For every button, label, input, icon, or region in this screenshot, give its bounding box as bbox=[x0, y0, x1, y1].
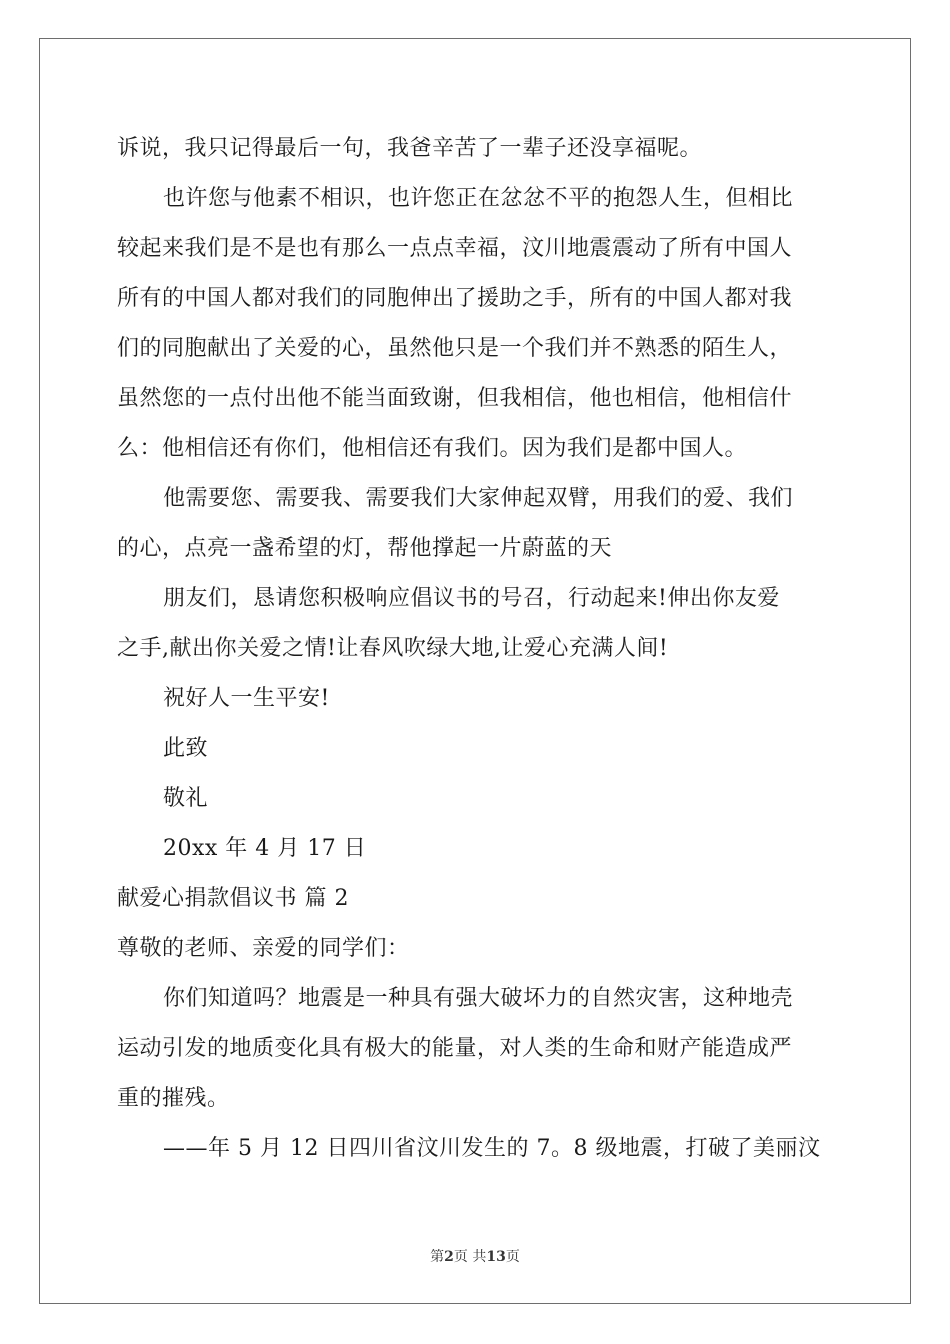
footer-total-pages: 13 bbox=[486, 1249, 506, 1265]
text-line-18: 你们知道吗？地震是一种具有强大破坏力的自然灾害，这种地壳 bbox=[163, 986, 794, 1011]
text-line-20: 重的摧残。 bbox=[117, 1086, 230, 1111]
text-line-19: 运动引发的地质变化具有极大的能量，对人类的生命和财产能造成严 bbox=[117, 1036, 793, 1061]
footer-suffix: 页 bbox=[505, 1249, 520, 1265]
text-line-2: 也许您与他素不相识，也许您正在忿忿不平的抱怨人生，但相比 bbox=[163, 186, 794, 211]
text-line-11: 之手,献出你关爱之情!让春风吹绿大地,让爱心充满人间! bbox=[117, 636, 669, 661]
page-footer bbox=[0, 1248, 950, 1266]
footer-mid: 页 共 bbox=[453, 1249, 487, 1265]
section-heading: 献爱心捐款倡议书 篇 2 bbox=[117, 886, 349, 911]
text-line-6: 虽然您的一点付出他不能当面致谢，但我相信，他也相信，他相信什 bbox=[117, 386, 793, 411]
page-border bbox=[39, 38, 911, 1304]
footer-prefix: 第 bbox=[430, 1249, 445, 1265]
text-line-5: 们的同胞献出了关爱的心，虽然他只是一个我们并不熟悉的陌生人， bbox=[117, 336, 793, 361]
text-line-1: 诉说，我只记得最后一句，我爸辛苦了一辈子还没享福呢。 bbox=[117, 136, 703, 161]
text-line-3: 较起来我们是不是也有那么一点点幸福，汶川地震震动了所有中国人 bbox=[117, 236, 793, 261]
salutation-line: 尊敬的老师、亲爱的同学们： bbox=[117, 936, 410, 961]
text-line-10: 朋友们，恳请您积极响应倡议书的号召，行动起来!伸出你友爱 bbox=[163, 586, 780, 611]
text-line-21: ——年 5 月 12 日四川省汶川发生的 7。8 级地震，打破了美丽汶 bbox=[163, 1136, 821, 1161]
footer-page-number: 2 bbox=[444, 1249, 454, 1265]
text-line-14: 敬礼 bbox=[163, 786, 209, 811]
text-line-8: 他需要您、需要我、需要我们大家伸起双臂，用我们的爱、我们 bbox=[163, 486, 794, 511]
date-line: 20xx 年 4 月 17 日 bbox=[163, 836, 367, 861]
text-line-9: 的心，点亮一盏希望的灯，帮他撑起一片蔚蓝的天 bbox=[117, 536, 613, 561]
text-line-13: 此致 bbox=[163, 736, 209, 761]
text-line-12: 祝好人一生平安! bbox=[163, 686, 330, 711]
text-line-4: 所有的中国人都对我们的同胞伸出了援助之手，所有的中国人都对我 bbox=[117, 286, 793, 311]
text-line-7: 么：他相信还有你们，他相信还有我们。因为我们是都中国人。 bbox=[117, 436, 748, 461]
